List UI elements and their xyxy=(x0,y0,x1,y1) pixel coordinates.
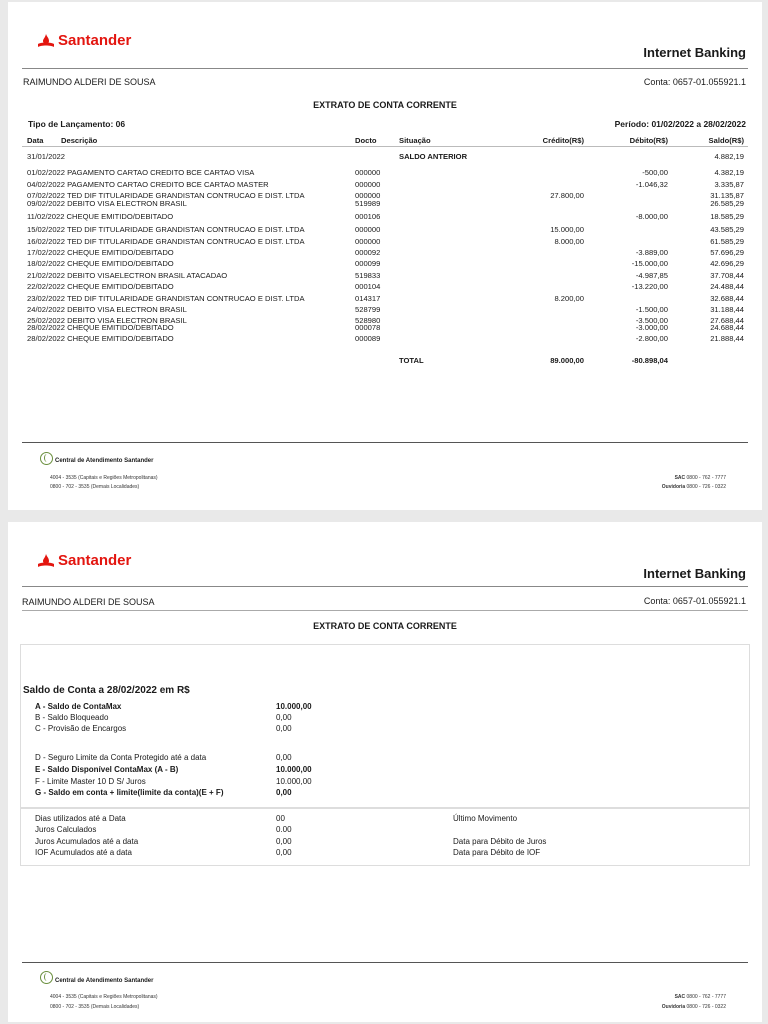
saldo-item-value: 0,00 xyxy=(276,713,292,722)
ultimo-movimento-label: Último Movimento xyxy=(453,814,518,823)
tx-debito: -13.220,00 xyxy=(631,282,668,291)
opening-saldo: 4.882,19 xyxy=(714,152,744,161)
juros-item-value: 0,00 xyxy=(276,837,292,846)
tx-saldo: 24.688,44 xyxy=(710,323,744,332)
tx-saldo: 31.135,87 xyxy=(710,191,744,200)
tx-descricao: 01/02/2022 PAGAMENTO CARTAO CREDITO BCE CARTAO VISA xyxy=(27,168,255,177)
footer-divider xyxy=(22,962,748,963)
saldo-item-value: 10.000,00 xyxy=(276,702,312,711)
tx-descricao: 16/02/2022 TED DIF TITULARIDADE GRANDISTAN CONTRUCAO E DIST. LTDA xyxy=(27,237,305,246)
saldo-item-value: 10.000,00 xyxy=(276,777,312,786)
saldo-item-label: C - Provisão de Encargos xyxy=(35,724,127,733)
col-descricao: Descrição xyxy=(61,136,98,145)
tx-descricao: 28/02/2022 CHEQUE EMITIDO/DEBITADO xyxy=(27,334,174,343)
santander-logo xyxy=(38,32,131,49)
account-number: Conta: 0657-01.055921.1 xyxy=(643,596,746,606)
table-header xyxy=(8,136,762,146)
tx-descricao: 15/02/2022 TED DIF TITULARIDADE GRANDISTAN CONTRUCAO E DIST. LTDA xyxy=(27,225,305,234)
tx-docto: 000099 xyxy=(355,259,381,268)
footer-divider xyxy=(22,442,748,443)
total-label: TOTAL xyxy=(399,356,424,365)
tx-descricao: 22/02/2022 CHEQUE EMITIDO/DEBITADO xyxy=(27,282,174,291)
tx-descricao: 24/02/2022 DEBITO VISA ELECTRON BRASIL xyxy=(27,305,187,314)
saldo-item-label: B - Saldo Bloqueado xyxy=(35,713,109,722)
ouvidoria-value: 0800 - 726 - 0322 xyxy=(686,484,726,490)
periodo: Período: 01/02/2022 a 28/02/2022 xyxy=(614,119,746,129)
saldo-item-label: D - Seguro Limite da Conta Protegido até a data xyxy=(35,753,207,762)
tx-saldo: 43.585,29 xyxy=(710,225,744,234)
brand-name: Santander xyxy=(58,552,132,569)
saldo-item-label: A - Saldo de ContaMax xyxy=(35,702,122,711)
tx-docto: 014317 xyxy=(355,294,381,303)
ouvidoria-label: Ouvidoria xyxy=(661,1004,686,1010)
saldo-item-value: 10.000,00 xyxy=(276,765,312,774)
transaction-row xyxy=(8,259,762,269)
statement-title: EXTRATO DE CONTA CORRENTE xyxy=(313,621,457,631)
tx-debito: -3.889,00 xyxy=(635,248,668,257)
tx-debito: -1.500,00 xyxy=(635,305,668,314)
tx-saldo: 27.688,44 xyxy=(710,316,744,325)
header-divider xyxy=(22,586,748,587)
transaction-row xyxy=(8,334,762,344)
tx-debito: -500,00 xyxy=(642,168,668,177)
tx-saldo: 31.188,44 xyxy=(710,305,744,314)
tx-credito: 8.200,00 xyxy=(554,294,584,303)
tx-docto: 000078 xyxy=(355,323,381,332)
footer-ouvidoria xyxy=(662,484,726,490)
table-header-divider xyxy=(22,146,748,147)
juros-item-label: Dias utilizados até a Data xyxy=(35,814,126,823)
statement-page-2 xyxy=(8,522,762,1022)
statement-title: EXTRATO DE CONTA CORRENTE xyxy=(313,100,457,110)
transaction-row xyxy=(8,237,762,247)
transaction-row xyxy=(8,180,762,190)
saldo-title: Saldo de Conta a 28/02/2022 em R$ xyxy=(23,685,190,696)
tx-debito: -3.500,00 xyxy=(635,316,668,325)
footer-sac xyxy=(675,994,726,1000)
tx-saldo: 24.488,44 xyxy=(710,282,744,291)
tx-saldo: 21.888,44 xyxy=(710,334,744,343)
atendimento-icon xyxy=(40,971,53,984)
tx-saldo: 37.708,44 xyxy=(710,271,744,280)
tx-docto: 000000 xyxy=(355,180,381,189)
transaction-row xyxy=(8,199,762,209)
tx-credito: 8.000,00 xyxy=(554,237,584,246)
tx-credito: 27.800,00 xyxy=(550,191,584,200)
col-data: Data xyxy=(27,136,44,145)
col-debito: Débito(R$) xyxy=(629,136,668,145)
footer-ouvidoria xyxy=(662,1004,726,1010)
saldo-item-value: 0,00 xyxy=(276,753,292,762)
tx-descricao: 07/02/2022 TED DIF TITULARIDADE GRANDISTAN CONTRUCAO E DIST. LTDA xyxy=(27,191,305,200)
tx-docto: 000000 xyxy=(355,168,381,177)
total-row xyxy=(8,356,762,366)
juros-item-label: IOF Acumulados até a data xyxy=(35,848,132,857)
tx-descricao: 11/02/2022 CHEQUE EMITIDO/DEBITADO xyxy=(27,212,174,221)
tx-docto: 000000 xyxy=(355,191,381,200)
saldo-item-value: 0,00 xyxy=(276,788,292,797)
transaction-row xyxy=(8,294,762,304)
santander-flame-icon xyxy=(38,554,54,568)
footer-central: Central de Atendimento Santander xyxy=(55,458,154,464)
client-name: RAIMUNDO ALDERI DE SOUSA xyxy=(22,597,155,607)
footer-line2: 0800 - 702 - 3535 (Demais Localidades) xyxy=(50,1004,140,1010)
tx-docto: 519833 xyxy=(355,271,381,280)
tx-docto: 000000 xyxy=(355,225,381,234)
footer-line1: 4004 - 3535 (Capitais e Regiões Metropolitanas) xyxy=(50,994,158,1000)
col-situacao: Situação xyxy=(399,136,431,145)
debito-juros-label: Data para Débito de Juros xyxy=(453,837,547,846)
footer-central: Central de Atendimento Santander xyxy=(55,978,154,984)
tipo-lancamento: Tipo de Lançamento: 06 xyxy=(28,119,126,129)
transaction-row xyxy=(8,212,762,222)
tx-debito: -1.046,32 xyxy=(635,180,668,189)
tx-descricao: 09/02/2022 DEBITO VISA ELECTRON BRASIL xyxy=(27,199,187,208)
sac-value: 0800 - 762 - 7777 xyxy=(686,994,726,1000)
juros-item-value: 0,00 xyxy=(276,848,292,857)
tx-debito: -2.800,00 xyxy=(635,334,668,343)
account-number: Conta: 0657-01.055921.1 xyxy=(643,77,746,87)
saldo-item-label: G - Saldo em conta + limite(limite da conta)(E + F) xyxy=(35,788,224,797)
transaction-row xyxy=(8,323,762,333)
santander-flame-icon xyxy=(38,34,54,48)
tx-docto: 528980 xyxy=(355,316,381,325)
juros-item-value: 0.00 xyxy=(276,825,292,834)
transaction-row xyxy=(8,248,762,258)
santander-logo xyxy=(38,552,131,569)
tx-descricao: 21/02/2022 DEBITO VISAELECTRON BRASIL ATACADAO xyxy=(27,271,228,280)
juros-item-label: Juros Acumulados até a data xyxy=(35,837,139,846)
app-title: Internet Banking xyxy=(643,45,746,60)
tx-descricao: 04/02/2022 PAGAMENTO CARTAO CREDITO BCE CARTAO MASTER xyxy=(27,180,269,189)
total-credito: 89.000,00 xyxy=(550,356,584,365)
tx-saldo: 26.585,29 xyxy=(710,199,744,208)
atendimento-icon xyxy=(40,452,53,465)
tx-descricao: 17/02/2022 CHEQUE EMITIDO/DEBITADO xyxy=(27,248,174,257)
tx-docto: 000000 xyxy=(355,237,381,246)
tx-saldo: 61.585,29 xyxy=(710,237,744,246)
tx-saldo: 18.585,29 xyxy=(710,212,744,221)
col-saldo: Saldo(R$) xyxy=(708,136,744,145)
tx-docto: 000089 xyxy=(355,334,381,343)
tx-credito: 15.000,00 xyxy=(550,225,584,234)
tx-saldo: 57.696,29 xyxy=(710,248,744,257)
saldo-item-value: 0,00 xyxy=(276,724,292,733)
tx-descricao: 23/02/2022 TED DIF TITULARIDADE GRANDISTAN CONTRUCAO E DIST. LTDA xyxy=(27,294,305,303)
tx-descricao: 28/02/2022 CHEQUE EMITIDO/DEBITADO xyxy=(27,323,174,332)
footer-line1: 4004 - 3535 (Capitais e Regiões Metropolitanas) xyxy=(50,475,158,481)
sac-value: 0800 - 762 - 7777 xyxy=(686,475,726,481)
ouvidoria-label: Ouvidoria xyxy=(661,484,686,490)
tx-docto: 519989 xyxy=(355,199,381,208)
tx-saldo: 4.382,19 xyxy=(714,168,744,177)
saldo-item-label: E - Saldo Disponível ContaMax (A - B) xyxy=(35,765,179,774)
tx-saldo: 32.688,44 xyxy=(710,294,744,303)
tx-docto: 000104 xyxy=(355,282,381,291)
juros-item-label: Juros Calculados xyxy=(35,825,97,834)
app-title: Internet Banking xyxy=(643,566,746,581)
statement-page-1 xyxy=(8,2,762,510)
transaction-row xyxy=(8,282,762,292)
opening-balance-row xyxy=(8,152,762,162)
total-debito: -80.898,04 xyxy=(631,356,668,365)
tx-descricao: 18/02/2022 CHEQUE EMITIDO/DEBITADO xyxy=(27,259,174,268)
brand-name: Santander xyxy=(58,32,132,49)
transaction-row xyxy=(8,225,762,235)
transaction-row xyxy=(8,271,762,281)
footer-line2: 0800 - 702 - 3535 (Demais Localidades) xyxy=(50,484,140,490)
tx-debito: -8.000,00 xyxy=(635,212,668,221)
sac-label: SAC xyxy=(674,994,686,1000)
header-divider xyxy=(22,68,748,69)
transaction-row xyxy=(8,305,762,315)
tx-descricao: 25/02/2022 DEBITO VISA ELECTRON BRASIL xyxy=(27,316,187,325)
saldo-item-label: F - Limite Master 10 D S/ Juros xyxy=(35,777,146,786)
col-docto: Docto xyxy=(355,136,377,145)
ouvidoria-value: 0800 - 726 - 0322 xyxy=(686,1004,726,1010)
tx-docto: 000092 xyxy=(355,248,381,257)
opening-date: 31/01/2022 xyxy=(27,152,66,161)
client-name: RAIMUNDO ALDERI DE SOUSA xyxy=(23,77,156,87)
tx-saldo: 3.335,87 xyxy=(714,180,744,189)
opening-situacao: SALDO ANTERIOR xyxy=(399,152,468,161)
tx-debito: -4.987,85 xyxy=(635,271,668,280)
juros-item-value: 00 xyxy=(276,814,285,823)
col-credito: Crédito(R$) xyxy=(542,136,584,145)
tx-docto: 528799 xyxy=(355,305,381,314)
tx-saldo: 42.696,29 xyxy=(710,259,744,268)
debito-iof-label: Data para Débito de IOF xyxy=(453,848,541,857)
subheader-divider xyxy=(22,610,748,611)
sac-label: SAC xyxy=(674,475,686,481)
tx-debito: -15.000,00 xyxy=(631,259,668,268)
footer-sac xyxy=(675,475,726,481)
tx-debito: -3.000,00 xyxy=(635,323,668,332)
transaction-row xyxy=(8,168,762,178)
tx-docto: 000106 xyxy=(355,212,381,221)
